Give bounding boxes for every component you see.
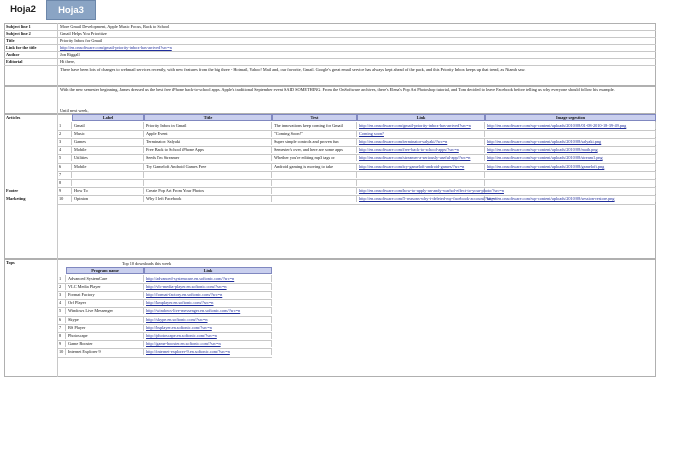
tops-cell-num[interactable]: 2 (57, 283, 66, 290)
tab-hoja2[interactable]: Hoja2 (0, 0, 46, 20)
tops-cell-link[interactable]: http://game-booster.en.softonic.com/?src=n (144, 340, 272, 347)
sheet-tabs (0, 0, 680, 20)
column-header-label: Label (72, 114, 144, 121)
cell-label[interactable]: Mobile (72, 146, 144, 153)
tops-cell-num[interactable]: 4 (57, 299, 66, 306)
tops-cell-link[interactable]: http://skype.en.softonic.com/?src=n (144, 316, 272, 323)
tops-cell-num[interactable]: 8 (57, 332, 66, 339)
subject-line-1-value[interactable]: More Gmail Development, Apple Music Focus, Back to School (60, 24, 170, 29)
cell-num[interactable]: 1 (57, 122, 72, 129)
tops-cell-num[interactable]: 5 (57, 307, 66, 314)
tops-caption: Top 10 downloads this week (122, 261, 172, 266)
cell-title[interactable]: Why I left Facebook (144, 195, 272, 202)
cell-image[interactable]: http://en.onsoftware.com/wp-content/uploads/2010/08/stream1.png (485, 154, 656, 161)
tops-cell-name[interactable]: BS Player (66, 324, 144, 331)
cell-image[interactable] (485, 171, 656, 178)
cell-title[interactable]: Priority Inbox in Gmail (144, 122, 272, 129)
subject-line-2-value[interactable]: Gmail Helps You Prioritize (60, 31, 107, 36)
cell-text[interactable]: Semester's over, and here are some apps (272, 146, 357, 153)
cell-num[interactable]: 4 (57, 146, 72, 153)
header-label: Author (6, 52, 20, 57)
tops-row-label: Tops (6, 260, 15, 265)
cell-title[interactable]: Create Pop Art From Your Photos (144, 187, 272, 194)
cell-image[interactable]: http://en.onsoftware.com/wp-content/uploads/2010/08/gameloft.png (485, 163, 656, 170)
cell-num[interactable]: 7 (57, 171, 72, 178)
author-value[interactable]: Jon Riggall (60, 52, 80, 57)
cell-label[interactable] (72, 179, 144, 186)
cell-text[interactable]: Android gaming is moving to take (272, 163, 357, 170)
column-header-image: Image segestion (485, 114, 656, 121)
cell-title[interactable] (144, 179, 272, 186)
cell-label[interactable]: Games (72, 138, 144, 145)
tops-cell-link[interactable]: http://bsplayer.en.softonic.com/?src=n (144, 324, 272, 331)
cell-label[interactable]: Utilities (72, 154, 144, 161)
tab-hoja3[interactable]: Hoja3 (46, 0, 96, 20)
cell-link[interactable]: http://en.onsoftware.com/gmail-priority-inbox-has-arrived?src=n (357, 122, 485, 129)
tops-cell-num[interactable]: 6 (57, 316, 66, 323)
editorial-paragraph-1[interactable]: There have been lots of changes to webmail services recently, with new features from the big three - Hotmail, Yahoo! Mail and, our favorite, Gmail. Google's great email service has always kept ahead of the pack, and this Priority Inbox keeps up that trend, as Niamh saw. (60, 67, 526, 72)
cell-num[interactable]: 3 (57, 138, 72, 145)
cell-link[interactable]: http://en.onsoftware.com/streamer-a-seriously-useful-app/?src=n (357, 154, 485, 161)
cell-num[interactable]: 9 (57, 187, 72, 194)
tops-cell-name[interactable]: Orf Player (66, 299, 144, 306)
tops-cell-name[interactable]: Photoscape (66, 332, 144, 339)
header-label: Subject line 2 (6, 31, 31, 36)
cell-label[interactable] (72, 171, 144, 178)
cell-link[interactable]: http://en.onsoftware.com/5-reasons-why-i-deleted-my-facebook-account/?src=n (359, 196, 497, 202)
cell-image[interactable] (485, 187, 656, 194)
cell-num[interactable]: 5 (57, 154, 72, 161)
cell-label[interactable]: How To (72, 187, 144, 194)
header-label: Editorial (6, 59, 23, 64)
cell-text[interactable]: Super simple controls and proven fun (272, 138, 357, 145)
cell-title[interactable]: Terminator: Salyaki (144, 138, 272, 145)
cell-title[interactable]: Seeds I'm Streamer (144, 154, 272, 161)
cell-text[interactable] (272, 187, 357, 194)
column-header-title: Title (144, 114, 272, 121)
cell-title[interactable] (144, 171, 272, 178)
header-label: Link for the title (6, 45, 37, 50)
editorial-paragraph-2[interactable]: With the new semester beginning, James dressed us the best free iPhone back-to-school apps. Apple's traditional September event SAID SOMETHING. From the OnSoftware archives, there's Elena's Pop Art Photoshop tutorial, and Tom decided to leave Facebook before telling us why everyone should follow his example. (60, 87, 615, 92)
tops-cell-num[interactable]: 9 (57, 340, 66, 347)
cell-num[interactable]: 6 (57, 163, 72, 170)
spreadsheet (0, 22, 680, 453)
cell-image[interactable] (485, 179, 656, 186)
cell-link[interactable]: http://en.onsoftware.com/try-gameloft-android-games/?src=n (357, 163, 485, 170)
cell-label[interactable]: Gmail (72, 122, 144, 129)
title-link[interactable]: http://en.onsoftware.com/gmail-priority-inbox-has-arrived?src=n (60, 45, 172, 50)
tops-cell-name[interactable]: Advanced SystemCare (66, 275, 144, 282)
tops-cell-num[interactable]: 1 (57, 275, 66, 282)
cell-text[interactable]: "Coming Soon!" (272, 130, 357, 137)
cell-link[interactable]: http://en.onsoftware.com/terminator-salyaki/?src=n (357, 138, 485, 145)
editorial-block (4, 86, 656, 114)
column-header-program: Program name (66, 267, 144, 274)
cell-link[interactable] (357, 179, 485, 186)
cell-image[interactable] (485, 130, 656, 137)
tops-cell-name[interactable]: Format Factory (66, 291, 144, 298)
tops-cell-name[interactable]: Skype (66, 316, 144, 323)
cell-link[interactable] (357, 171, 485, 178)
tops-cell-link[interactable]: http://vlc-media-player.en.softonic.com/?src=n (144, 283, 272, 290)
tops-cell-num[interactable]: 3 (57, 291, 66, 298)
cell-num[interactable]: 2 (57, 130, 72, 137)
tops-cell-num[interactable]: 10 (57, 348, 66, 355)
tops-cell-link[interactable]: http://advanced-systemcare.en.softonic.com/?src=n (144, 275, 272, 282)
cell-image[interactable]: http://en.onsoftware.com/wp-content/uploads/2010/08/salyaki.png (485, 138, 656, 145)
section-row-label: Footer (6, 188, 19, 194)
cell-text[interactable] (272, 179, 357, 186)
tops-cell-name[interactable]: Game Booster (66, 340, 144, 347)
cell-image[interactable]: http://en.onsoftware.com/wp-content/uploads/2010/08/01-08-2010-18-39-49.png (485, 122, 656, 129)
header-label: Subject line 1 (6, 24, 31, 29)
tops-cell-num[interactable]: 7 (57, 324, 66, 331)
cell-link[interactable]: Coming soon? (357, 130, 485, 137)
cell-image[interactable]: http://en.onsoftware.com/wp-content/uploads/2010/08/session-restore.png (485, 195, 656, 202)
cell-text[interactable] (272, 195, 357, 202)
cell-text[interactable]: The innovations keep coming for Gmail (272, 122, 357, 129)
tops-cell-name[interactable]: Windows Live Messenger (66, 307, 144, 314)
tops-cell-name[interactable]: Internet Explorer 9 (66, 348, 144, 355)
cell-label[interactable]: Mobile (72, 163, 144, 170)
cell-title[interactable]: Try Gameloft Android Games Free (144, 163, 272, 170)
tops-cell-link[interactable]: http://format-factory.en.softonic.com/?src=n (144, 291, 272, 298)
column-header-text: Text (272, 114, 357, 121)
tops-cell-link[interactable]: http://windows-live-messenger.en.softonic.com/?src=n (144, 307, 272, 314)
cell-label[interactable]: Opinion (72, 195, 144, 202)
column-header-tops-link: Link (144, 267, 272, 274)
cell-title[interactable]: Free Back to School iPhone Apps (144, 146, 272, 153)
cell-num[interactable]: 10 (57, 195, 72, 202)
cell-title[interactable]: Apple Event (144, 130, 272, 137)
tops-cell-link[interactable]: http://kmplayer.en.softonic.com/?src=n (144, 299, 272, 306)
cell-link[interactable]: http://en.onsoftware.com/free-back-to-school-apps/?src=n (357, 146, 485, 153)
cell-num[interactable]: 8 (57, 179, 72, 186)
tops-cell-link[interactable]: http://internet-explorer-9.en.softonic.com/?src=n (144, 348, 272, 355)
column-header-link: Link (357, 114, 485, 121)
cell-label[interactable]: Music (72, 130, 144, 137)
cell-link[interactable]: http://en.onsoftware.com/how-to-apply-an-andy-warhol-effect-to-your-photo/?src=n (359, 188, 504, 194)
editorial-greeting[interactable]: Hi there, (60, 59, 76, 64)
cell-text[interactable]: Whether you're editing mp3 tags or (272, 154, 357, 161)
cell-text[interactable] (272, 171, 357, 178)
tops-cell-name[interactable]: VLC Media Player (66, 283, 144, 290)
editorial-closing[interactable]: Until next week, (60, 108, 89, 113)
articles-row-label: Articles (6, 115, 21, 120)
header-label: Title (6, 38, 15, 43)
section-row-label: Marketing (6, 196, 26, 202)
cell-image[interactable]: http://en.onsoftware.com/wp-content/uploads/2010/08/math.png (485, 146, 656, 153)
title-value[interactable]: Priority Inbox for Gmail (60, 38, 103, 43)
tops-cell-link[interactable]: http://photoscape.en.softonic.com/?src=n (144, 332, 272, 339)
